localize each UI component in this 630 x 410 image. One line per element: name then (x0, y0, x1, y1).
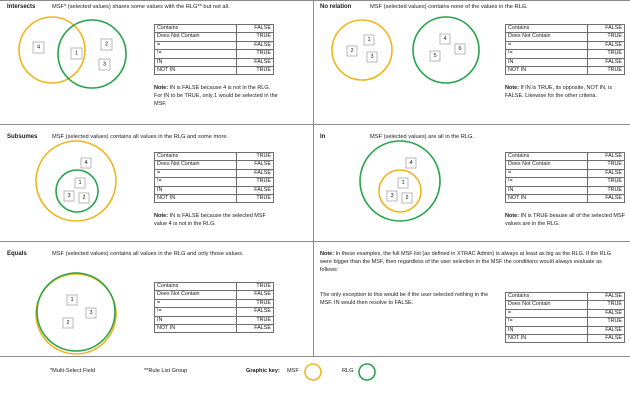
rlg-circle (37, 273, 115, 351)
value-label: 2 (405, 195, 409, 201)
general-note: Note: In these examples, the full MSF list (as defined in XTRAC Admin) is always at least as big as the RLG. If the RLG were bigger than the MSF, then regardless of the user selection in the MSF the conditions would always evaluate as follows: (320, 251, 612, 273)
panel-note: Note: If IN is TRUE, its opposite, NOT IN, is FALSE. Likewise for the other criteria. (505, 85, 613, 99)
criteria-row: != TRUE (155, 178, 274, 186)
venn-subsumes (0, 147, 150, 247)
value-label: 5 (433, 53, 437, 59)
criteria-row: != TRUE (506, 50, 625, 58)
panel-title: Intersects (7, 4, 36, 10)
panel-title: No relation (320, 4, 352, 10)
value-label: 1 (74, 50, 79, 57)
criteria-row: != TRUE (506, 318, 625, 326)
criteria-table (505, 24, 625, 75)
value-label: 3 (370, 54, 374, 60)
panel-title: Subsumes (7, 134, 38, 140)
value-label: 1 (70, 297, 74, 303)
criteria-row: NOT IN TRUE (155, 195, 274, 203)
panel-general-note (314, 242, 630, 356)
value-label: 3 (102, 61, 107, 68)
panel-description: MSF (selected values) contains all values in the RLG and only those values. (52, 251, 244, 257)
criteria-row: Does Not Contain TRUE (155, 33, 274, 41)
value-label: 4 (36, 44, 41, 51)
value-label: 1 (367, 37, 371, 43)
rlg-circle (58, 20, 126, 88)
venn-equals (0, 264, 150, 364)
criteria-row: IN FALSE (506, 326, 625, 334)
criteria-row: Does Not Contain FALSE (155, 291, 274, 299)
rlg-footnote: **Rule List Group (144, 368, 188, 374)
msf-circle (379, 170, 421, 212)
key-msf-label: MSF (287, 368, 299, 374)
panel-in (314, 125, 630, 241)
criteria-row: Does Not Contain TRUE (506, 161, 625, 169)
value-label: 1 (401, 180, 405, 186)
criteria-table (505, 152, 625, 203)
criteria-row: IN FALSE (155, 58, 274, 66)
footer (0, 360, 630, 384)
criteria-row: Contains TRUE (155, 283, 274, 291)
criteria-row: = FALSE (506, 309, 625, 317)
panel-description: MSF (selected values) are all in the RLG. (370, 134, 474, 140)
value-label: 2 (104, 41, 109, 48)
criteria-row: NOT IN FALSE (506, 195, 625, 203)
key-msf-circle (302, 362, 324, 382)
criteria-row: Contains TRUE (155, 153, 274, 161)
value-label: 2 (66, 320, 70, 326)
value-label: 2 (350, 48, 354, 54)
criteria-row: NOT IN FALSE (506, 335, 625, 343)
criteria-row: Contains FALSE (506, 25, 625, 33)
value-label: 3 (89, 310, 93, 316)
criteria-row: IN TRUE (155, 316, 274, 324)
panel-description: MSF (selected values) contains none of the values in the RLG. (370, 4, 528, 10)
value-label: 4 (84, 160, 88, 166)
criteria-row: NOT IN TRUE (155, 67, 274, 75)
venn-in (314, 147, 499, 247)
msf-circle (332, 20, 392, 80)
key-rlg-circle (356, 362, 378, 382)
panel-subsumes (0, 125, 313, 241)
graphic-key-label: Graphic key: (246, 368, 280, 374)
panel-title: Equals (7, 251, 27, 257)
criteria-row: != TRUE (155, 50, 274, 58)
panel-title: In (320, 134, 326, 140)
value-label: 6 (458, 46, 462, 52)
criteria-row: = FALSE (506, 41, 625, 49)
panel-note: Note: IN is FALSE because 4 is not in the RLG. For IN to be TRUE, only 1 would be selected in the MSF. (154, 85, 278, 107)
venn-no-relation (314, 20, 499, 120)
criteria-row: IN FALSE (506, 58, 625, 66)
criteria-row: Contains FALSE (506, 153, 625, 161)
criteria-row: IN FALSE (155, 186, 274, 194)
criteria-row: = FALSE (155, 41, 274, 49)
value-label: 4 (409, 160, 413, 166)
criteria-table (154, 24, 274, 75)
panel-no-relation (314, 0, 630, 124)
criteria-row: NOT IN TRUE (506, 67, 625, 75)
criteria-row: Contains FALSE (155, 25, 274, 33)
criteria-row: Does Not Contain TRUE (506, 33, 625, 41)
general-note-exception: The only exception to this would be if the user selected nothing in the MSF. IN would then resolve to FALSE. (320, 292, 489, 306)
criteria-row: = FALSE (155, 169, 274, 177)
msf-footnote: *Multi-Select Field (50, 368, 96, 374)
panel-equals (0, 242, 313, 356)
criteria-table (154, 282, 274, 333)
rlg-circle (56, 170, 98, 212)
criteria-row: != TRUE (506, 178, 625, 186)
criteria-row: = FALSE (506, 169, 625, 177)
panel-description: MSF (selected values) contains all values in the RLG and some more. (52, 134, 229, 140)
key-rlg-label: RLG (342, 368, 354, 374)
value-label: 3 (390, 193, 394, 199)
criteria-row: Does Not Contain FALSE (155, 161, 274, 169)
criteria-row: IN TRUE (506, 186, 625, 194)
panel-description: MSF* (selected values) shares some values with the RLG** but not all. (52, 4, 230, 10)
panel-intersects (0, 0, 313, 124)
criteria-row: NOT IN FALSE (155, 325, 274, 333)
criteria-table (154, 152, 274, 203)
value-label: 4 (443, 36, 447, 42)
panel-note: Note: IN is FALSE because the selected MSF value 4 is not in the RLG. (154, 213, 266, 227)
rlg-circle (413, 17, 479, 83)
panel-note: Note: IN is TRUE beause all of the selected MSF values are in the RLG. (505, 213, 626, 227)
criteria-table (505, 292, 625, 343)
value-label: 1 (78, 180, 82, 186)
value-label: 2 (82, 195, 86, 201)
venn-intersects (0, 20, 150, 120)
criteria-row: != FALSE (155, 308, 274, 316)
criteria-row: = TRUE (155, 299, 274, 307)
criteria-row: Contains FALSE (506, 293, 625, 301)
value-label: 3 (67, 193, 71, 199)
criteria-row: Does Not Contain TRUE (506, 301, 625, 309)
